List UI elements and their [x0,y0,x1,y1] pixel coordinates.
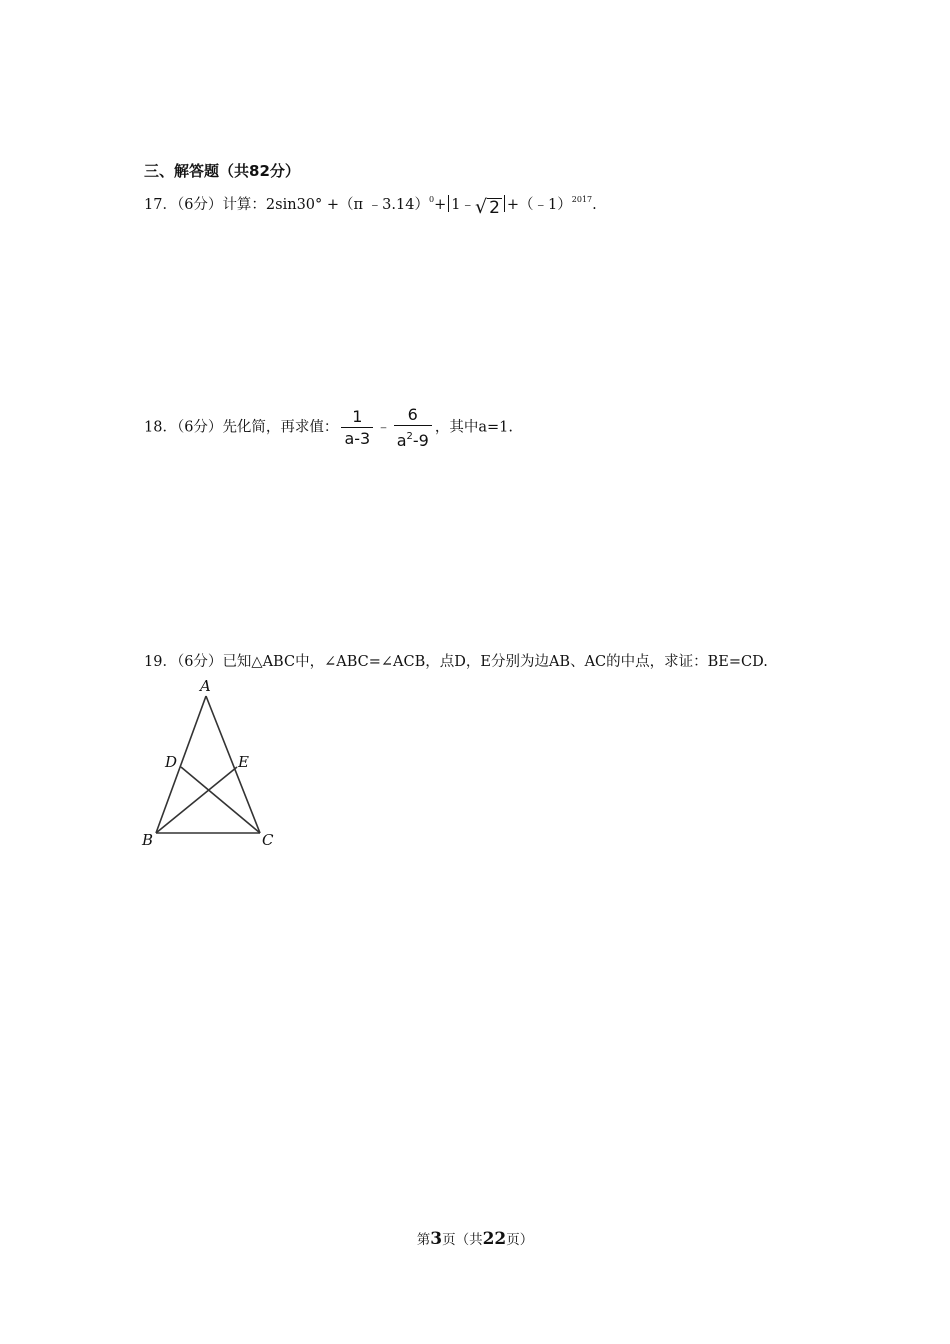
q18-prompt: 先化简，再求值： [222,419,339,436]
q18-number: 18． [144,419,177,436]
q17-one-minus: 1﹣ [451,197,475,213]
q18-minus: ﹣ [376,419,391,436]
q17-end: . [592,197,597,213]
q17-number: 17． [144,197,177,213]
question-18 [144,405,513,450]
q17-score: （6分） [176,197,223,213]
label-a: A [200,677,211,695]
side-ac [206,696,260,833]
label-e: E [238,753,249,771]
fraction-1-numerator: 1 [352,407,363,426]
q18-tail: ，其中a=1. [434,419,513,436]
page-footer [0,1228,950,1249]
segment-cd [181,767,260,833]
footer-page-number: 3 [430,1229,443,1249]
label-b: B [142,831,154,849]
q17-prompt: 计算：2sin30° +（π ﹣3.14） [222,197,429,213]
q17-plus-neg-one: +（﹣1） [506,197,572,213]
fraction-2-denominator [394,425,432,450]
q17-exponent-2017: 2017 [571,195,593,204]
fraction-1-denominator: a-3 [341,427,373,448]
q19-text: 已知△ABC中，∠ABC=∠ACB，点D，E分别为边AB、AC的中点，求证：BE=CD. [222,654,768,670]
label-c: C [262,831,274,849]
abs-bar-right [504,195,505,212]
fraction-2-den-rest: -9 [412,431,429,450]
abs-bar-left [448,195,449,212]
footer-mid: 页（共 [442,1232,483,1248]
sqrt-expression [475,198,502,217]
question-17 [144,193,597,217]
q19-score: （6分） [176,654,223,670]
label-d: D [165,753,178,771]
q17-plus: + [434,197,447,213]
section-title: 三、解答题（共82分） [144,162,300,180]
footer-total-pages: 22 [482,1229,507,1249]
q17-exponent-zero: 0 [428,195,435,204]
q19-number: 19． [144,654,177,670]
footer-post: 页） [506,1232,534,1248]
footer-pre: 第 [416,1232,431,1248]
triangle-figure [138,676,288,852]
fraction-2 [394,405,432,450]
fraction-2-den-base: a [396,431,407,450]
fraction-1 [341,407,373,448]
fraction-2-den-exponent: 2 [406,431,413,442]
question-19 [144,650,768,671]
sqrt-sign: √ [474,196,488,218]
q18-score: （6分） [176,419,223,436]
sqrt-radicand: 2 [489,198,500,218]
fraction-2-numerator: 6 [407,405,418,424]
